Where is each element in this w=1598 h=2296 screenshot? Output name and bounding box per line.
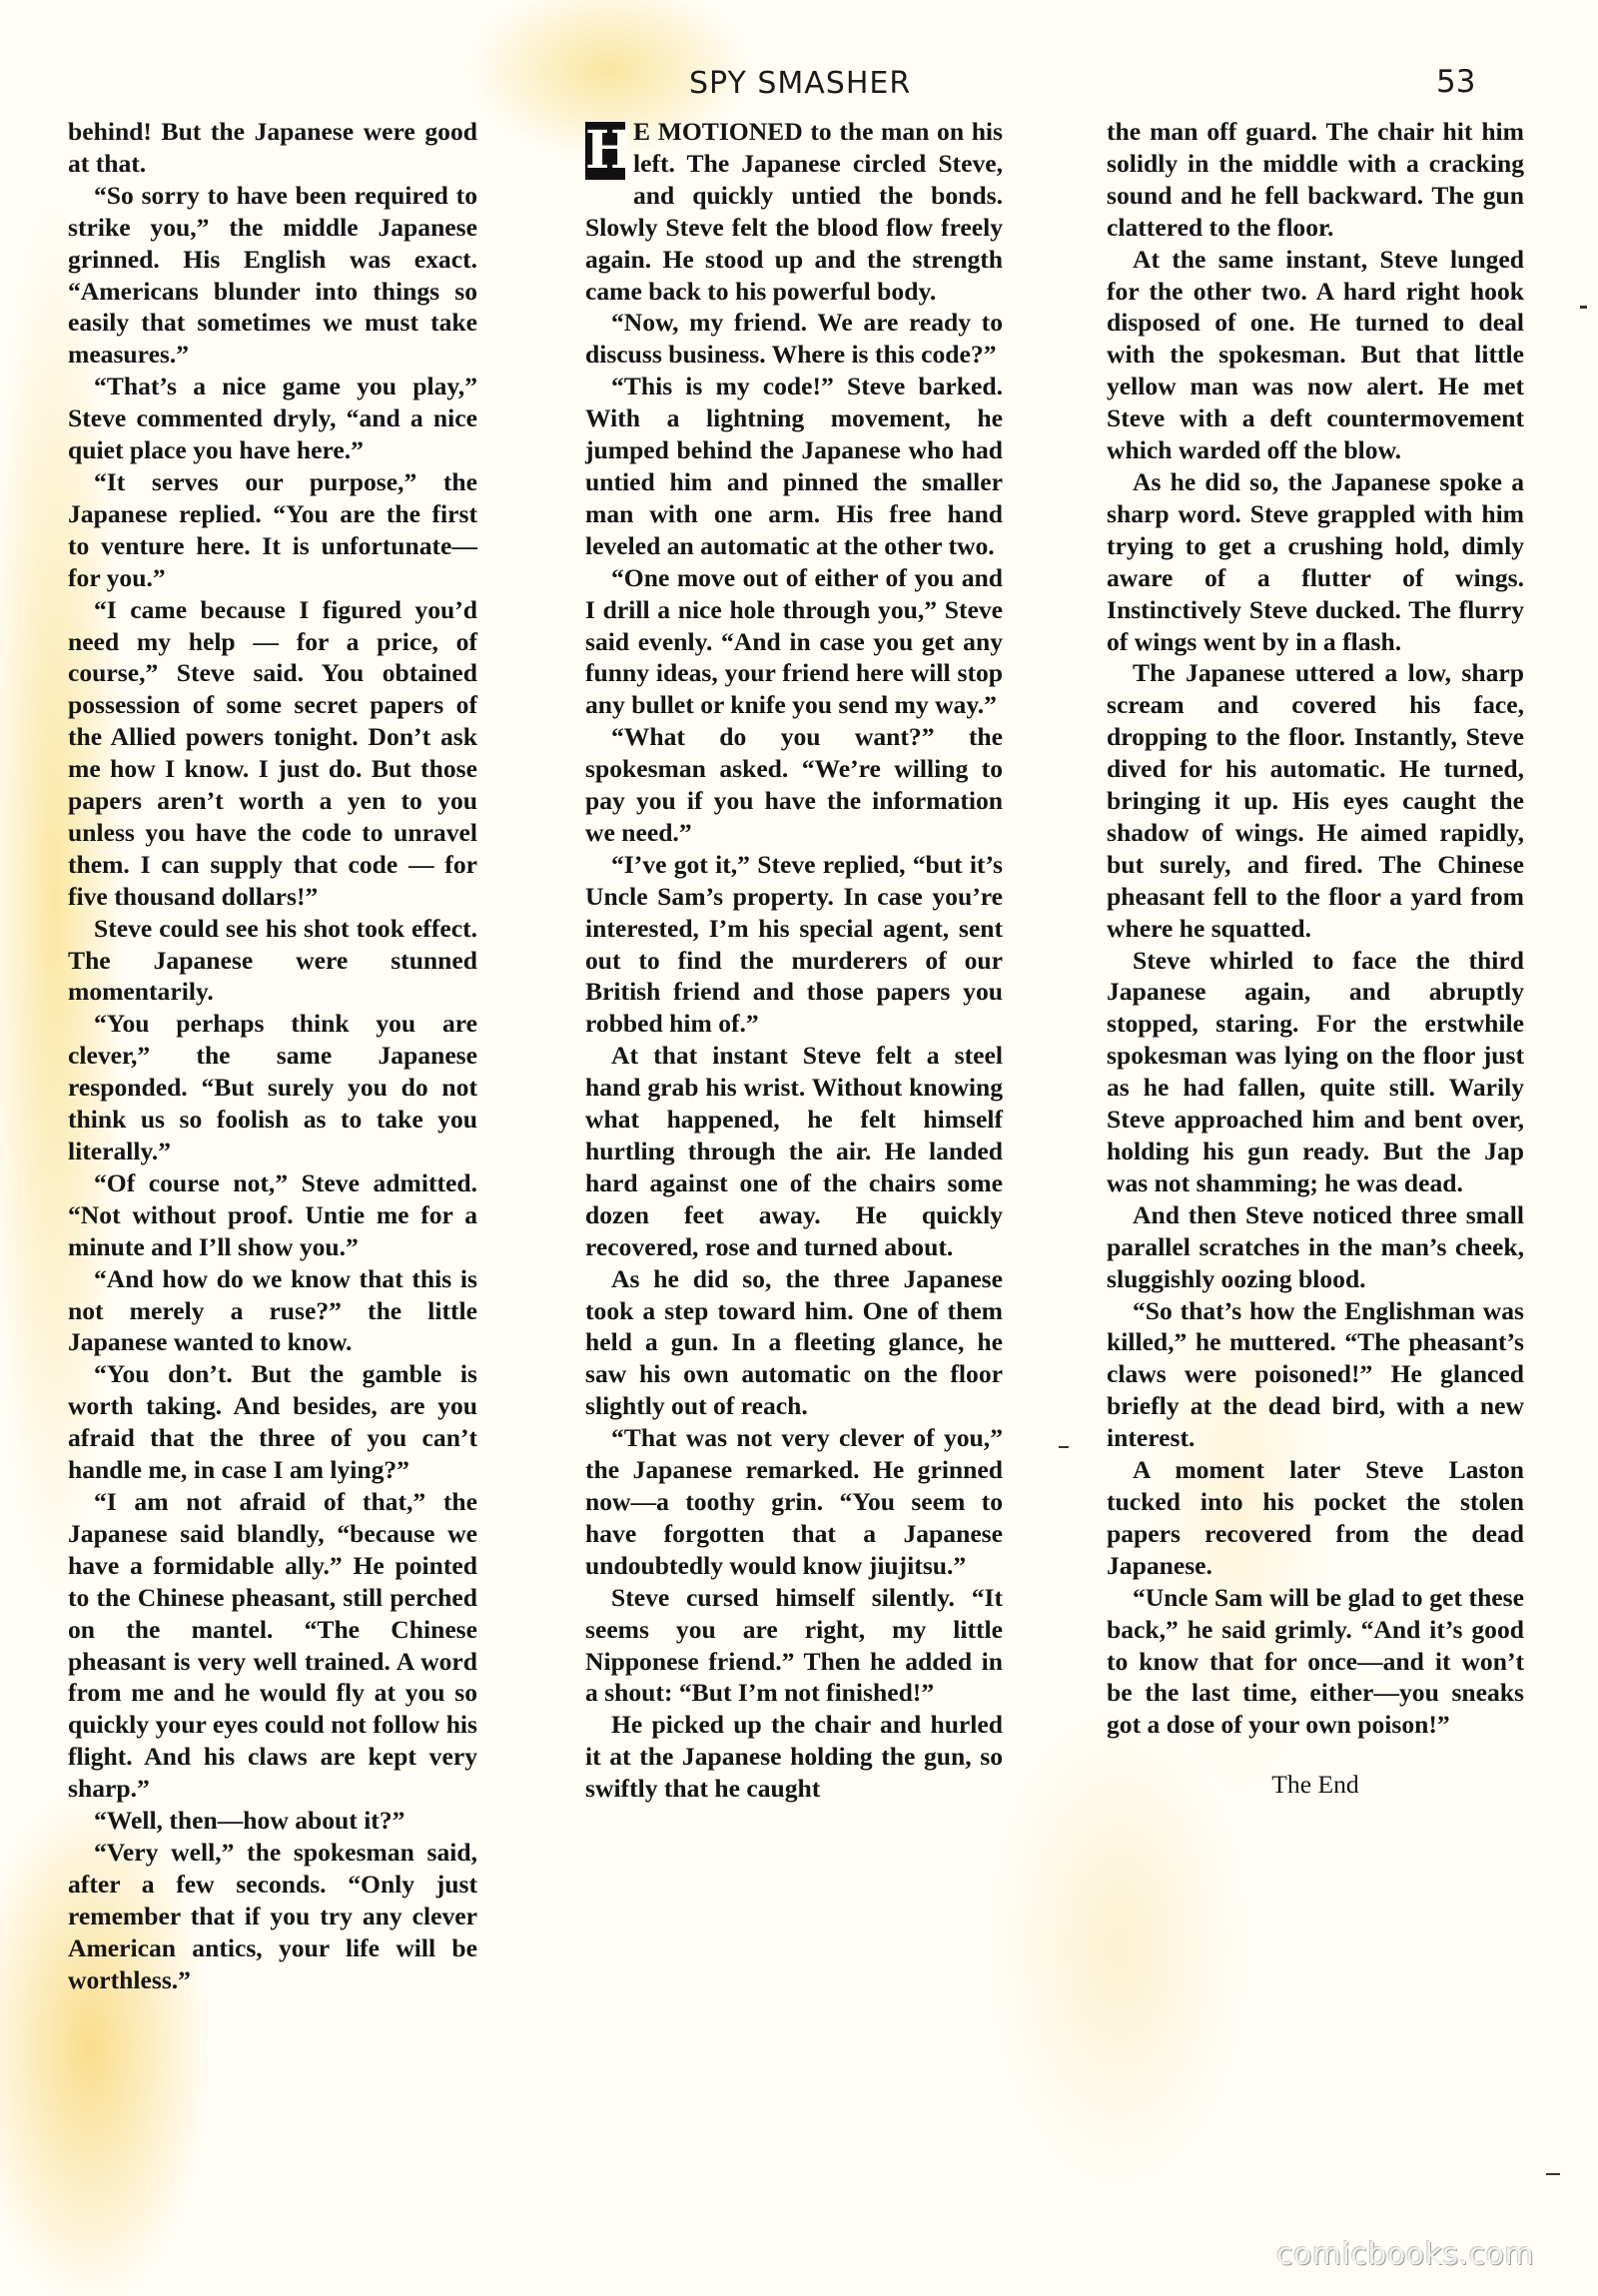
paragraph: “That was not very clever of you,” the Japanese remarked. He grinned now—a toothy grin. “You seem to have forgotten that a Japanese undoubtedly would know jiujitsu.” xyxy=(585,1423,1003,1580)
paragraph: A moment later Steve Laston tucked into his pocket the stolen papers recovered from the dead Japanese. xyxy=(1107,1455,1524,1580)
paragraph: At the same instant, Steve lunged for the other two. A hard right hook disposed of one. He turned to deal with the spokesman. But that little yellow man was now alert. He met Steve with a deft countermovement which warded off the blow. xyxy=(1107,244,1524,465)
paragraph: “So that’s how the Englishman was killed,” he muttered. “The pheasant’s claws were poisoned!” He glanced briefly at the dead bird, with a new interest. xyxy=(1107,1295,1524,1453)
paragraph: As he did so, the Japanese spoke a sharp word. Steve grappled with him trying to get a crushing hold, dimly aware of a flutter of wings. Instinctively Steve ducked. The flurry of wings went by in a flash. xyxy=(1107,466,1524,656)
paragraph: And then Steve noticed three small parallel scratches in the man’s cheek, sluggishly oozing blood. xyxy=(1107,1199,1524,1293)
paragraph: “Now, my friend. We are ready to discuss business. Where is this code?” xyxy=(585,308,1003,370)
paragraph: “I came because I figured you’d need my help — for a price, of course,” Steve said. You obtained possession of some secret papers of the Allied powers tonight. Don’t ask me how I know. I just do. But those papers aren’t worth a yen to you unless you have the code to unravel them. I can supply that code — for five thousand dollars!” xyxy=(68,594,477,911)
paragraph: behind! But the Japanese were good at that. xyxy=(68,117,477,178)
opening-paragraph-text: E MOTIONED to the man on his left. The Japanese circled Steve, and quickly untied the bonds. Slowly Steve felt the blood flow freely again. He stood up and the strength came back to his powerful body. xyxy=(585,117,1003,306)
paragraph: “That’s a nice game you play,” Steve commented dryly, “and a nice quiet place you have here.” xyxy=(68,372,477,465)
margin-tick-mark xyxy=(1546,2173,1560,2175)
paragraph: “It serves our purpose,” the Japanese replied. “You are the first to venture here. It is unfortunate—for you.” xyxy=(68,466,477,592)
page-number: 53 xyxy=(1436,64,1476,100)
watermark: comicbooks.com xyxy=(1276,2237,1535,2272)
paragraph: “Very well,” the spokesman said, after a few seconds. “Only just remember that if you try any clever American antics, your life will be worthless.” xyxy=(68,1837,477,1994)
paragraph: “One move out of either of you and I drill a nice hole through you,” Steve said evenly. “And in case you get any funny ideas, your friend here will stop any bullet or knife you send my way.” xyxy=(585,562,1003,720)
paragraph: He picked up the chair and hurled it at the Japanese holding the gun, so swiftly that he caught xyxy=(585,1710,1003,1804)
paragraph: “Well, then—how about it?” xyxy=(94,1806,405,1836)
paragraph: “What do you want?” the spokesman asked. “We’re willing to pay you if you have the information we need.” xyxy=(585,722,1003,847)
opening-paragraph xyxy=(585,116,1003,307)
margin-tick-mark xyxy=(1059,1446,1069,1448)
paragraph: the man off guard. The chair hit him solidly in the middle with a cracking sound and he fell backward. The gun clattered to the floor. xyxy=(1107,117,1524,242)
paragraph: “You don’t. But the gamble is worth taking. And besides, are you afraid that the three of you can’t handle me, in case I am lying?” xyxy=(68,1359,477,1485)
paragraph: As he did so, the three Japanese took a step toward him. One of them held a gun. In a fleeting glance, he saw his own automatic on the floor slightly out of reach. xyxy=(585,1263,1003,1421)
paragraph: The Japanese uttered a low, sharp scream and covered his face, dropping to the floor. Instantly, Steve dived for his automatic. He turned, bringing it up. His eyes caught the shadow of wings. He aimed rapidly, but surely, and fired. The Chinese pheasant fell to the floor a yard from where he squatted. xyxy=(1107,658,1524,943)
paragraph: Steve whirled to face the third Japanese again, and abruptly stopped, staring. For the erstwhile spokesman was lying on the floor just as he had fallen, quite still. Warily Steve approached him and bent over, holding his gun ready. But the Jap was not shamming; he was dead. xyxy=(1107,945,1524,1197)
paragraph: “Uncle Sam will be glad to get these back,” he said grimly. “And it’s good to know that for once—and it won’t be the last time, either—you sneaks got a dose of your own poison!” xyxy=(1107,1582,1524,1740)
paragraph: At that instant Steve felt a steel hand grab his wrist. Without knowing what happened, he felt himself hurtling through the air. He landed hard against one of the chairs some dozen feet away. He quickly recovered, rose and turned about. xyxy=(585,1041,1003,1261)
paragraph: “Of course not,” Steve admitted. “Not without proof. Untie me for a minute and I’ll show you.” xyxy=(68,1167,477,1261)
paragraph: “And how do we know that this is not merely a ruse?” the little Japanese wanted to know. xyxy=(68,1263,477,1357)
the-end-label: The End xyxy=(1271,1770,1359,1800)
paragraph: Steve could see his shot took effect. The Japanese were stunned momentarily. xyxy=(68,913,477,1007)
text-column-1 xyxy=(68,116,477,1995)
text-column-2 xyxy=(585,116,1003,1805)
margin-tick-mark xyxy=(1580,306,1587,309)
text-column-3 xyxy=(1107,116,1524,1801)
running-header-title: SPY SMASHER xyxy=(689,66,912,101)
paragraph: “I’ve got it,” Steve replied, “but it’s Uncle Sam’s property. In case you’re interested, I’m his special agent, sent out to find the murderers of our British friend and those papers you robbed him of.” xyxy=(585,849,1003,1039)
paragraph: Steve cursed himself silently. “It seems you are right, my little Nipponese friend.” Then he added in a shout: “But I’m not finished!” xyxy=(585,1582,1003,1708)
drop-cap: H xyxy=(585,120,635,181)
paragraph: “This is my code!” Steve barked. With a lightning movement, he jumped behind the Japanese who had untied him and pinned the smaller man with one arm. His free hand leveled an automatic at the other two. xyxy=(585,372,1003,560)
paragraph: “I am not afraid of that,” the Japanese said blandly, “because we have a formidable ally.” He pointed to the Chinese pheasant, still perched on the mantel. “The Chinese pheasant is very well trained. A word from me and he would fly at you so quickly your eyes could not follow his flight. And his claws are kept very sharp.” xyxy=(68,1486,477,1804)
paragraph: “You perhaps think you are clever,” the same Japanese responded. “But surely you do not think us so foolish as to take you literally.” xyxy=(68,1009,477,1165)
paragraph: “So sorry to have been required to strike you,” the middle Japanese grinned. His English was exact. “Americans blunder into things so easily that sometimes we must take measures.” xyxy=(68,180,477,370)
